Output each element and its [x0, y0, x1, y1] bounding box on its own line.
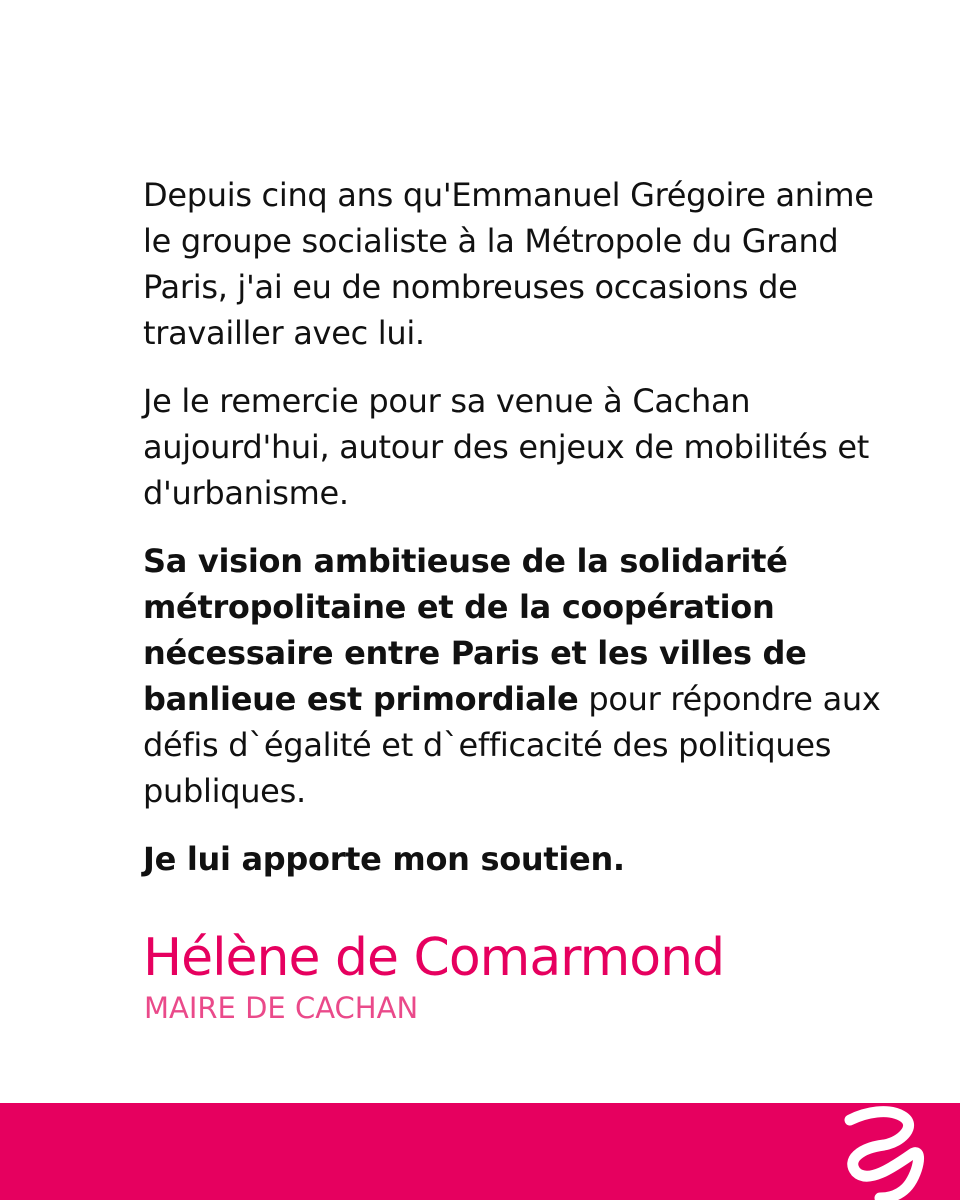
paragraph-vision: [143, 538, 903, 814]
paragraph-intro: Depuis cinq ans qu'Emmanuel Grégoire anime le groupe socialiste à la Métropole du Grand Paris, j'ai eu de nombreuses occasions de travailler avec lui.: [143, 176, 874, 352]
footer-band: [0, 1103, 960, 1200]
paragraph-vision-bold: Sa vision ambitieuse de la solidarité métropolitaine et de la coopération nécessaire entre Paris et les villes de banlieue est primordiale: [143, 542, 807, 718]
paragraph-support: Je lui apporte mon soutien.: [143, 840, 625, 878]
signature-role: MAIRE DE CACHAN: [144, 991, 419, 1025]
letter-body: [143, 172, 903, 882]
paragraph-vision-rest: pour répondre aux défis d`égalité et d`efficacité des politiques publiques.: [143, 680, 881, 810]
paragraph-thanks: Je le remercie pour sa venue à Cachan aujourd'hui, autour des enjeux de mobilités et d'urbanisme.: [143, 382, 869, 512]
g-monogram-logo-icon: [828, 1098, 938, 1200]
signature-name: Hélène de Comarmond: [143, 928, 725, 988]
